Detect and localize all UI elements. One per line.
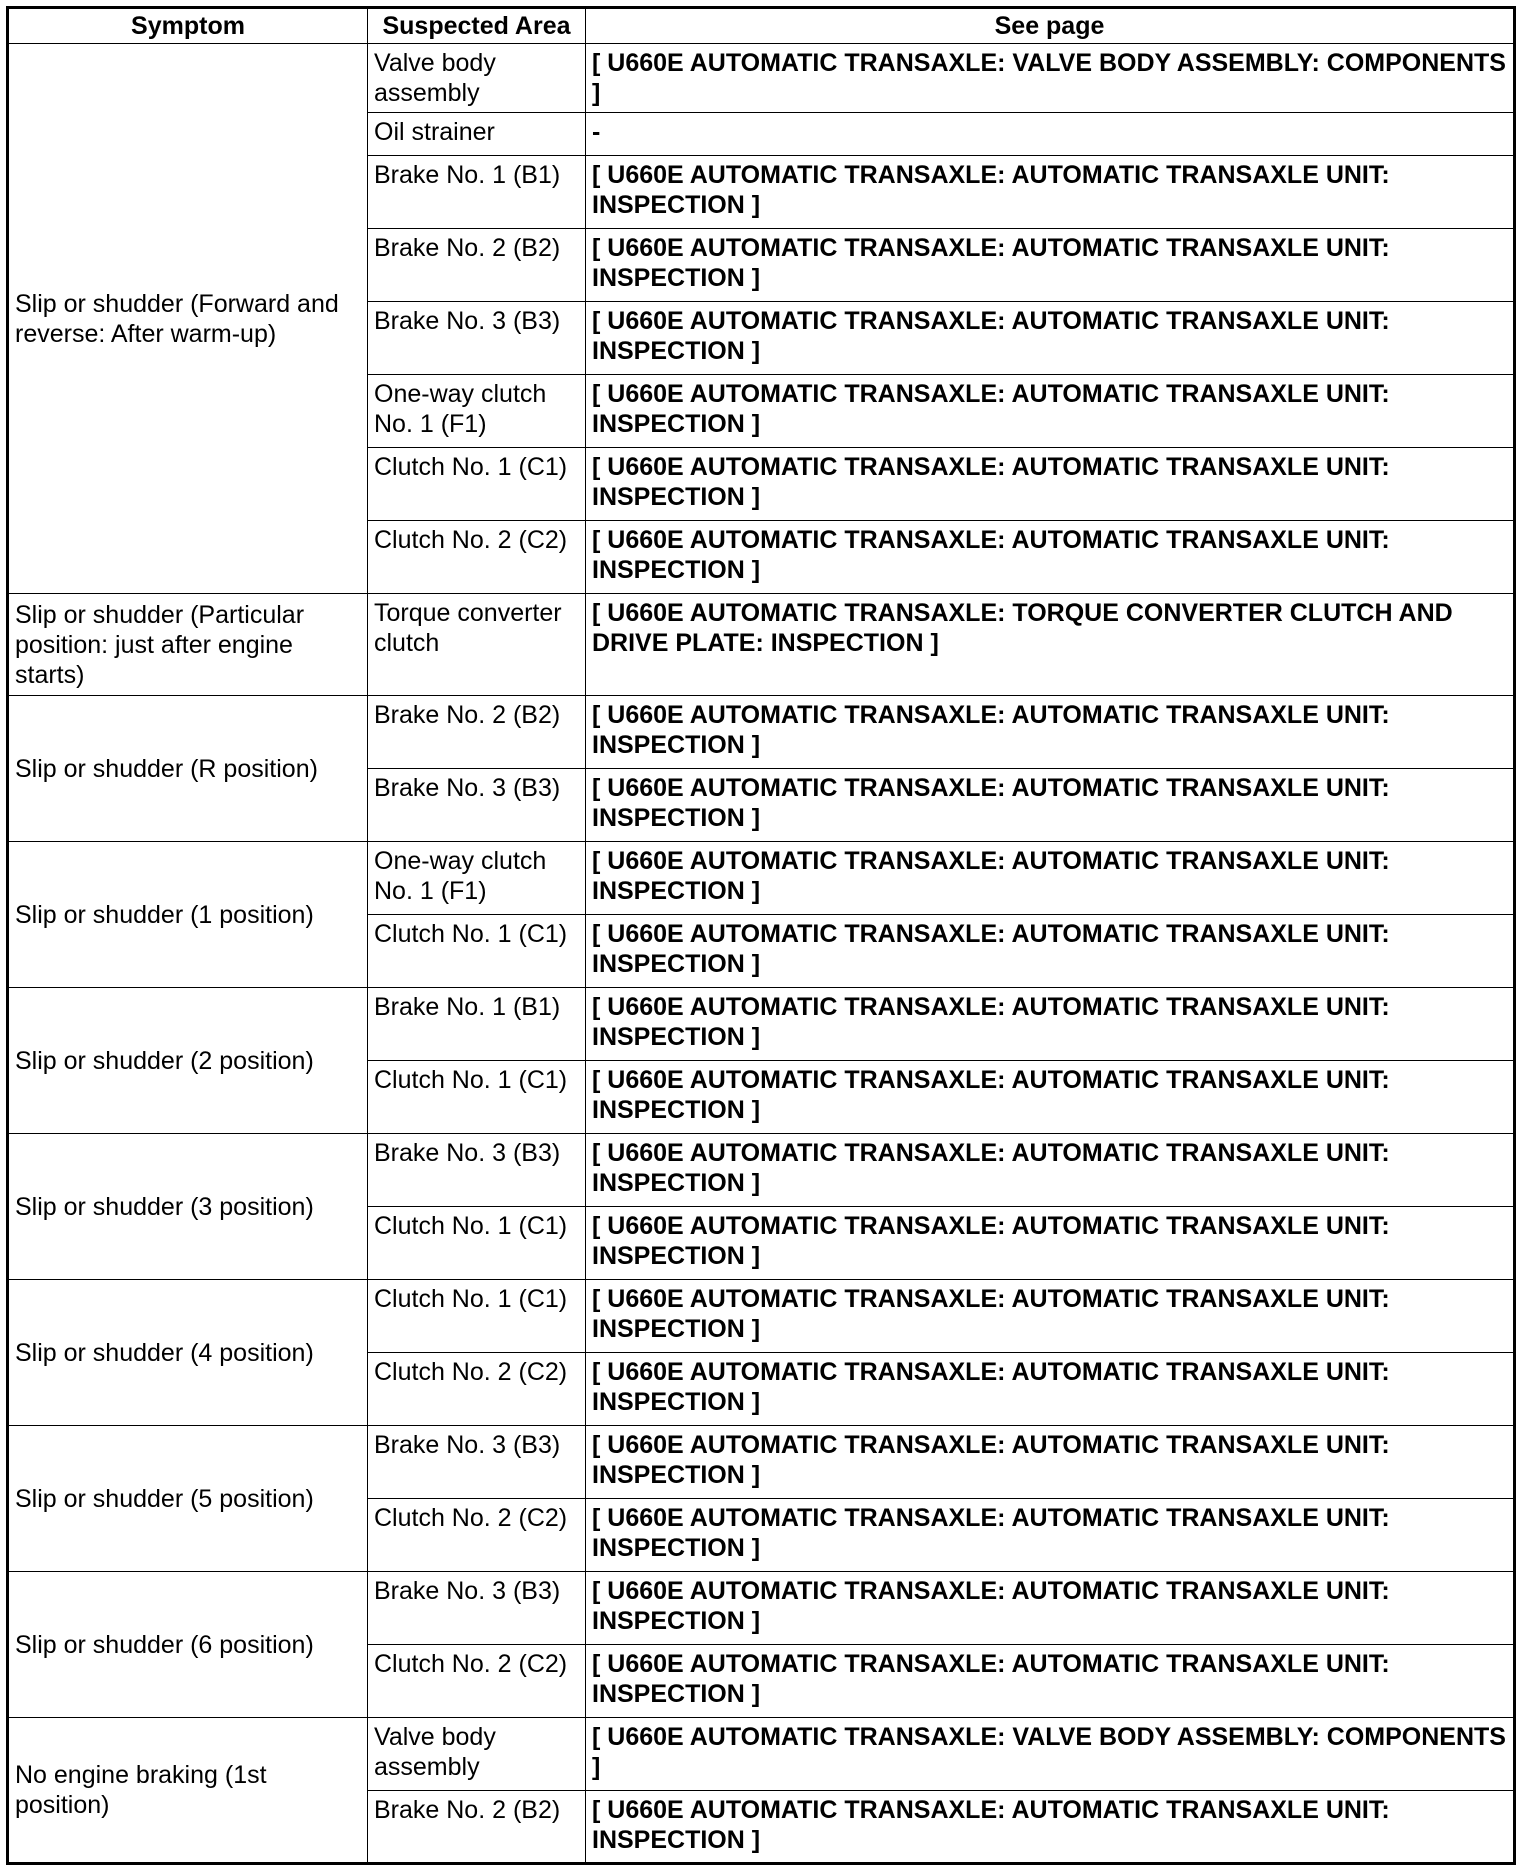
table-row (8, 1572, 1515, 1645)
see-page-link[interactable]: [ U660E AUTOMATIC TRANSAXLE: AUTOMATIC TRANSAXLE UNIT: INSPECTION ] (586, 302, 1515, 375)
see-page-link[interactable]: [ U660E AUTOMATIC TRANSAXLE: AUTOMATIC TRANSAXLE UNIT: INSPECTION ] (586, 1280, 1515, 1353)
header-suspected-area: Suspected Area (368, 8, 586, 44)
see-page-link[interactable]: [ U660E AUTOMATIC TRANSAXLE: AUTOMATIC TRANSAXLE UNIT: INSPECTION ] (586, 1499, 1515, 1572)
table-row (8, 594, 1515, 696)
header-symptom: Symptom (8, 8, 368, 44)
table-row (8, 1280, 1515, 1353)
see-page-link[interactable]: [ U660E AUTOMATIC TRANSAXLE: AUTOMATIC TRANSAXLE UNIT: INSPECTION ] (586, 1134, 1515, 1207)
see-page-link[interactable]: [ U660E AUTOMATIC TRANSAXLE: AUTOMATIC TRANSAXLE UNIT: INSPECTION ] (586, 1572, 1515, 1645)
see-page-link[interactable]: [ U660E AUTOMATIC TRANSAXLE: AUTOMATIC TRANSAXLE UNIT: INSPECTION ] (586, 915, 1515, 988)
suspected-area-cell: Clutch No. 1 (C1) (368, 1280, 586, 1353)
suspected-area-cell: Oil strainer (368, 113, 586, 156)
see-page-link[interactable]: [ U660E AUTOMATIC TRANSAXLE: AUTOMATIC TRANSAXLE UNIT: INSPECTION ] (586, 1426, 1515, 1499)
see-page-link[interactable]: [ U660E AUTOMATIC TRANSAXLE: AUTOMATIC TRANSAXLE UNIT: INSPECTION ] (586, 229, 1515, 302)
see-page-link[interactable]: [ U660E AUTOMATIC TRANSAXLE: AUTOMATIC TRANSAXLE UNIT: INSPECTION ] (586, 769, 1515, 842)
suspected-area-cell: Brake No. 3 (B3) (368, 1426, 586, 1499)
see-page-link[interactable]: [ U660E AUTOMATIC TRANSAXLE: AUTOMATIC TRANSAXLE UNIT: INSPECTION ] (586, 1353, 1515, 1426)
suspected-area-cell: Clutch No. 1 (C1) (368, 1207, 586, 1280)
symptom-cell: Slip or shudder (1 position) (8, 842, 368, 988)
suspected-area-cell: Clutch No. 2 (C2) (368, 521, 586, 594)
symptom-cell: Slip or shudder (3 position) (8, 1134, 368, 1280)
table-row (8, 1134, 1515, 1207)
symptom-cell: Slip or shudder (2 position) (8, 988, 368, 1134)
suspected-area-cell: Clutch No. 1 (C1) (368, 1061, 586, 1134)
symptom-cell: Slip or shudder (5 position) (8, 1426, 368, 1572)
suspected-area-cell: Brake No. 2 (B2) (368, 696, 586, 769)
symptom-cell: Slip or shudder (R position) (8, 696, 368, 842)
suspected-area-cell: Brake No. 2 (B2) (368, 229, 586, 302)
table-body (8, 44, 1515, 1864)
see-page-link[interactable]: [ U660E AUTOMATIC TRANSAXLE: AUTOMATIC TRANSAXLE UNIT: INSPECTION ] (586, 1061, 1515, 1134)
suspected-area-cell: Brake No. 3 (B3) (368, 1572, 586, 1645)
see-page-link[interactable]: [ U660E AUTOMATIC TRANSAXLE: TORQUE CONVERTER CLUTCH AND DRIVE PLATE: INSPECTION ] (586, 594, 1515, 696)
suspected-area-cell: Valve body assembly (368, 1718, 586, 1791)
see-page-link[interactable]: [ U660E AUTOMATIC TRANSAXLE: AUTOMATIC TRANSAXLE UNIT: INSPECTION ] (586, 1791, 1515, 1864)
see-page-link[interactable]: [ U660E AUTOMATIC TRANSAXLE: VALVE BODY ASSEMBLY: COMPONENTS ] (586, 1718, 1515, 1791)
suspected-area-cell: Torque converter clutch (368, 594, 586, 696)
suspected-area-cell: Brake No. 3 (B3) (368, 769, 586, 842)
suspected-area-cell: Valve body assembly (368, 44, 586, 113)
suspected-area-cell: Clutch No. 1 (C1) (368, 448, 586, 521)
suspected-area-cell: Brake No. 1 (B1) (368, 156, 586, 229)
troubleshooting-table (6, 6, 1516, 1865)
table-row (8, 44, 1515, 113)
see-page-link[interactable]: [ U660E AUTOMATIC TRANSAXLE: AUTOMATIC TRANSAXLE UNIT: INSPECTION ] (586, 842, 1515, 915)
symptom-cell: Slip or shudder (4 position) (8, 1280, 368, 1426)
table-row (8, 1426, 1515, 1499)
header-see-page: See page (586, 8, 1515, 44)
suspected-area-cell: Brake No. 2 (B2) (368, 1791, 586, 1864)
see-page-link[interactable]: [ U660E AUTOMATIC TRANSAXLE: AUTOMATIC TRANSAXLE UNIT: INSPECTION ] (586, 1645, 1515, 1718)
suspected-area-cell: One-way clutch No. 1 (F1) (368, 375, 586, 448)
see-page-link[interactable]: - (586, 113, 1515, 156)
suspected-area-cell: Clutch No. 2 (C2) (368, 1499, 586, 1572)
suspected-area-cell: Clutch No. 2 (C2) (368, 1353, 586, 1426)
see-page-link[interactable]: [ U660E AUTOMATIC TRANSAXLE: VALVE BODY ASSEMBLY: COMPONENTS ] (586, 44, 1515, 113)
see-page-link[interactable]: [ U660E AUTOMATIC TRANSAXLE: AUTOMATIC TRANSAXLE UNIT: INSPECTION ] (586, 375, 1515, 448)
suspected-area-cell: Brake No. 3 (B3) (368, 302, 586, 375)
suspected-area-cell: Brake No. 3 (B3) (368, 1134, 586, 1207)
header-row (8, 8, 1515, 44)
see-page-link[interactable]: [ U660E AUTOMATIC TRANSAXLE: AUTOMATIC TRANSAXLE UNIT: INSPECTION ] (586, 521, 1515, 594)
table-row (8, 988, 1515, 1061)
table-row (8, 842, 1515, 915)
symptom-cell: No engine braking (1st position) (8, 1718, 368, 1864)
see-page-link[interactable]: [ U660E AUTOMATIC TRANSAXLE: AUTOMATIC TRANSAXLE UNIT: INSPECTION ] (586, 1207, 1515, 1280)
see-page-link[interactable]: [ U660E AUTOMATIC TRANSAXLE: AUTOMATIC TRANSAXLE UNIT: INSPECTION ] (586, 156, 1515, 229)
suspected-area-cell: Clutch No. 2 (C2) (368, 1645, 586, 1718)
table-row (8, 696, 1515, 769)
table-row (8, 1718, 1515, 1791)
symptom-cell: Slip or shudder (Particular position: just after engine starts) (8, 594, 368, 696)
symptom-cell: Slip or shudder (6 position) (8, 1572, 368, 1718)
see-page-link[interactable]: [ U660E AUTOMATIC TRANSAXLE: AUTOMATIC TRANSAXLE UNIT: INSPECTION ] (586, 988, 1515, 1061)
suspected-area-cell: Clutch No. 1 (C1) (368, 915, 586, 988)
suspected-area-cell: One-way clutch No. 1 (F1) (368, 842, 586, 915)
symptom-cell: Slip or shudder (Forward and reverse: After warm-up) (8, 44, 368, 594)
see-page-link[interactable]: [ U660E AUTOMATIC TRANSAXLE: AUTOMATIC TRANSAXLE UNIT: INSPECTION ] (586, 696, 1515, 769)
suspected-area-cell: Brake No. 1 (B1) (368, 988, 586, 1061)
see-page-link[interactable]: [ U660E AUTOMATIC TRANSAXLE: AUTOMATIC TRANSAXLE UNIT: INSPECTION ] (586, 448, 1515, 521)
